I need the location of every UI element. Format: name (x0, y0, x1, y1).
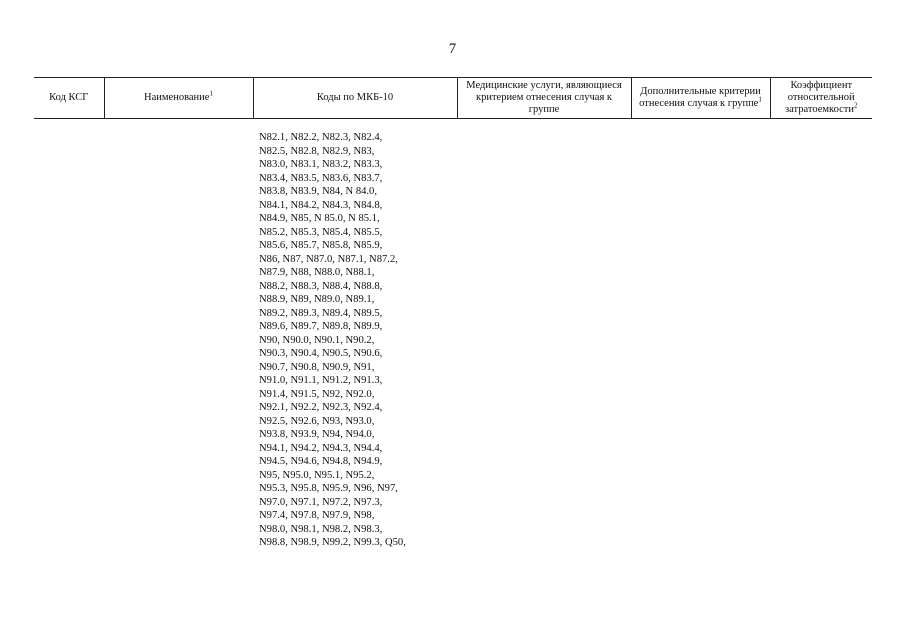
footnote-mark: 1 (209, 89, 213, 98)
icd-code-line: N90, N90.0, N90.1, N90.2, (259, 334, 375, 346)
icd-code-line: N88.9, N89, N89.0, N89.1, (259, 294, 375, 305)
cell-name (104, 119, 253, 550)
icd-code-line: N85.2, N85.3, N85.4, N85.5, (259, 226, 383, 238)
cell-additional-criteria (631, 119, 770, 550)
icd-code-line: N98.0, N98.1, N98.2, N98.3, (259, 523, 383, 535)
header-name: Наименование$^1$ (104, 78, 253, 119)
icd-code-line: N93.8, N93.9, N94, N94.0, (259, 429, 375, 440)
cell-icd10-codes (253, 119, 457, 550)
icd-code-line: N84.9, N85, N 85.0, N 85.1, (259, 213, 380, 224)
icd-code-line: N94.5, N94.6, N94.8, N94.9, (259, 456, 383, 467)
icd-code-line: N83.0, N83.1, N83.2, N83.3, (259, 159, 383, 170)
cell-cost-coefficient (770, 119, 872, 550)
icd-code-line: N82.5, N82.8, N82.9, N83, (259, 145, 375, 157)
footnote-mark: 1 (758, 95, 762, 104)
icd-code-line: N94.1, N94.2, N94.3, N94.4, (259, 442, 383, 454)
cell-ksg-code (34, 119, 104, 550)
icd-code-line: N97.0, N97.1, N97.2, N97.3, (259, 496, 383, 508)
icd-code-line: N92.1, N92.2, N92.3, N92.4, (259, 402, 383, 413)
footnote-mark: 2 (853, 101, 858, 110)
icd-code-line: N84.1, N84.2, N84.3, N84.8, (259, 199, 383, 211)
icd-code-line: N98.8, N98.9, N99.2, N99.3, Q50, (259, 537, 406, 548)
icd-code-line: N90.7, N90.8, N90.9, N91, (259, 361, 375, 373)
table-row (34, 119, 872, 550)
icd-code-line: N95, N95.0, N95.1, N95.2, (259, 469, 375, 481)
icd-code-list (259, 131, 454, 550)
header-additional-criteria: Дополнительные критерии отнесения случая к группе$^1$ (631, 78, 770, 119)
header-icd10-codes: Коды по МКБ-10 (253, 78, 457, 119)
icd-code-line: N92.5, N92.6, N93, N93.0, (259, 415, 375, 427)
icd-code-line: N91.4, N91.5, N92, N92.0, (259, 388, 375, 400)
header-medical-services: Медицинские услуги, являющиеся критерием отнесения случая к группе (457, 78, 631, 119)
icd-code-line: N85.6, N85.7, N85.8, N85.9, (259, 240, 383, 251)
icd-code-line: N86, N87, N87.0, N87.1, N87.2, (259, 253, 398, 265)
icd-code-line: N91.0, N91.1, N91.2, N91.3, (259, 375, 383, 386)
table-header-row (34, 78, 872, 119)
icd-code-line: N82.1, N82.2, N82.3, N82.4, (259, 132, 383, 143)
page-number: 7 (448, 41, 457, 57)
header-cost-coefficient: Коэффициент относительной затратоемкости$^2$ (770, 78, 872, 119)
ksg-codes-table (34, 77, 872, 550)
icd-code-line: N83.8, N83.9, N84, N 84.0, (259, 186, 378, 197)
header-ksg-code: Код КСГ (34, 78, 104, 119)
icd-code-line: N95.3, N95.8, N95.9, N96, N97, (259, 483, 398, 494)
icd-code-line: N89.6, N89.7, N89.8, N89.9, (259, 321, 383, 332)
icd-code-line: N87.9, N88, N88.0, N88.1, (259, 267, 375, 278)
icd-code-line: N89.2, N89.3, N89.4, N89.5, (259, 307, 383, 319)
icd-code-line: N83.4, N83.5, N83.6, N83.7, (259, 172, 383, 184)
icd-code-line: N88.2, N88.3, N88.4, N88.8, (259, 280, 383, 292)
icd-code-line: N90.3, N90.4, N90.5, N90.6, (259, 348, 383, 359)
cell-medical-services (457, 119, 631, 550)
icd-code-line: N97.4, N97.8, N97.9, N98, (259, 510, 375, 521)
